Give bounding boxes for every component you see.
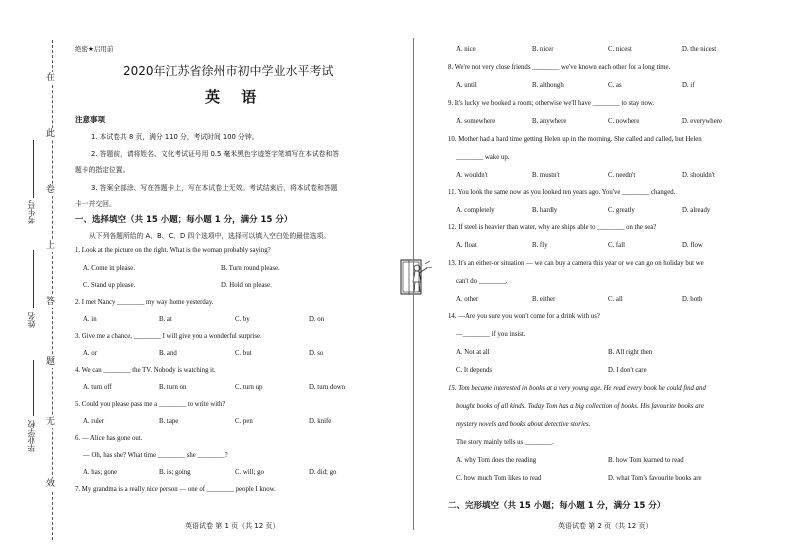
option: D. did; go <box>309 469 337 476</box>
seal-char: 在 <box>46 73 56 83</box>
option: D. knife <box>309 418 332 425</box>
question-4: 4. We can ________ the TV. Nobody is watching it. <box>75 367 216 374</box>
question-6-line-2: — Oh, has she? What time ________ she ________? <box>83 452 228 459</box>
option: C. Stand up please. <box>83 282 136 289</box>
page-divider <box>413 38 414 530</box>
option: C. by <box>235 316 250 323</box>
option: B. how Tom learned to read <box>608 457 684 464</box>
question-2: 2. I met Nancy ________ my way home yesterday. <box>75 299 214 306</box>
school-label: 毕业学校 <box>27 420 36 452</box>
question-1: 1. Look at the picture on the right. What is the woman probably saying? <box>75 247 271 254</box>
question-8: 8. We're not very close friends ________ we've known each other for a long time. <box>448 64 671 71</box>
section-1-heading: 一、选择填空（共 15 小题；每小题 1 分，满分 15 分） <box>75 215 293 225</box>
option: C. as <box>608 82 622 89</box>
seal-char: 效 <box>46 479 56 489</box>
question-15-stem: The story mainly tells us ________. <box>456 439 554 446</box>
option: A. wouldn't <box>456 172 488 179</box>
option: A. why Tom does the reading <box>456 457 537 464</box>
seal-char: 上 <box>46 241 56 251</box>
page-1-footer: 英语试卷 第 1 页（共 12 页） <box>185 522 280 530</box>
option: C. all <box>608 296 623 303</box>
option: A. turn off <box>83 384 112 391</box>
option: A. somewhere <box>456 118 496 125</box>
notes-heading: 注意事项 <box>75 115 105 124</box>
seal-char: 卷 <box>46 185 56 195</box>
question-14: 14. —Are you sure you won't come for a drink with us? <box>448 313 600 320</box>
option: B. nicer <box>532 46 554 53</box>
option: C. nicest <box>608 46 632 53</box>
option: D. if <box>682 82 695 89</box>
question-10-line-2: ________ wake up. <box>456 154 510 161</box>
exam-number-label: 考生号 <box>27 200 36 224</box>
note-line: 题卡的指定位置。 <box>75 166 130 174</box>
option: C. pen <box>235 418 253 425</box>
question-15-passage: 15. Tom became interested in books at a very young age. He read every book he could find and <box>448 385 706 392</box>
option: A. completely <box>456 207 495 214</box>
option: B. anywhere <box>532 118 567 125</box>
option: B. tape <box>159 418 179 425</box>
school-field <box>33 360 34 416</box>
question-6: 6. — Alice has gone out. <box>75 435 143 442</box>
question-5: 5. Could you please pass me a ________ to write with? <box>75 401 226 408</box>
name-label: 姓名 <box>27 312 36 328</box>
option: A. Not at all <box>456 349 490 356</box>
section-2-heading: 二、完形填空（共 15 小题；每小题 1 分，满分 15 分） <box>448 501 666 511</box>
question-13: 13. It's an either-or situation — we can buy a camera this year or we can go on holiday but we <box>448 260 704 267</box>
option: D. both <box>682 296 703 303</box>
option: B. Turn round please. <box>221 265 280 272</box>
seal-char: 无 <box>46 417 56 427</box>
subject-title: 英 语 <box>205 88 265 106</box>
option: C. turn up <box>235 384 263 391</box>
seal-line <box>52 40 53 540</box>
option: A. has; gone <box>83 469 118 476</box>
question-14-line-2: —________ if you insist. <box>456 331 526 338</box>
option: C. nowhere <box>608 118 640 125</box>
secret-mark: 绝密★启用前 <box>75 45 114 53</box>
option: C. needn't <box>608 172 636 179</box>
option: B. although <box>532 82 564 89</box>
option: D. on <box>309 316 325 323</box>
door-woman-illustration <box>395 258 437 296</box>
note-line: 卡一并交回。 <box>75 200 116 208</box>
question-12: 12. If steel is heavier than water, why are ships able to ________ on the sea? <box>448 224 657 231</box>
option: B. and <box>159 350 177 357</box>
option: A. in <box>83 316 97 323</box>
option: A. nice <box>456 46 476 53</box>
option: C. will; go <box>235 469 264 476</box>
name-field <box>33 250 34 308</box>
option: D. turn down <box>309 384 346 391</box>
question-13-line-2: can't do ________. <box>456 278 508 285</box>
page-2-footer: 英语试卷 第 2 页（共 12 页） <box>558 522 653 530</box>
option: B. fly <box>532 242 548 249</box>
option: B. mustn't <box>532 172 560 179</box>
option: A. until <box>456 82 477 89</box>
option: A. float <box>456 242 477 249</box>
seal-char: 答 <box>46 297 56 307</box>
option: B. at <box>159 316 172 323</box>
option: D. Hold on please. <box>221 282 272 289</box>
option: D. I don't care <box>608 367 647 374</box>
option: D. so <box>309 350 324 357</box>
question-7: 7. My grandma is a really nice person — one of ________ people I know. <box>75 486 276 493</box>
option: C. greatly <box>608 207 635 214</box>
option: B. turn on <box>159 384 187 391</box>
question-9: 9. It's lucky we booked a room; otherwise we'll have ________ to stay now. <box>448 100 655 107</box>
question-15-passage: mystery novels and books about detective stories. <box>456 421 591 428</box>
option: A. Come in please. <box>83 265 135 272</box>
option: D. already <box>682 207 711 214</box>
question-3: 3. Give me a chance, ________ I will give you a wonderful surprise. <box>75 333 262 340</box>
option: A. or <box>83 350 97 357</box>
option: D. everywhere <box>682 118 723 125</box>
option: B. either <box>532 296 556 303</box>
option: A. ruler <box>83 418 105 425</box>
option: C. It depends <box>456 367 493 374</box>
exam-number-field <box>33 140 34 198</box>
question-10: 10. Mother had a hard time getting Helen up in the morning. She called and called, but Helen <box>448 136 702 143</box>
option: A. other <box>456 296 479 303</box>
exam-title: 2020年江苏省徐州市初中学业水平考试 <box>123 64 334 78</box>
seal-char: 此 <box>46 129 56 139</box>
option: D. shouldn't <box>682 172 715 179</box>
option: D. flow <box>682 242 703 249</box>
option: B. All right then <box>608 349 653 356</box>
note-line: 3. 答案全部涂、写在答题卡上，写在本试卷上无效。考试结束后，将本试卷和答题 <box>91 184 338 192</box>
option: C. but <box>235 350 252 357</box>
option: B. hardly <box>532 207 558 214</box>
option: B. is; going <box>159 469 191 476</box>
option: C. fall <box>608 242 625 249</box>
option: D. the nicest <box>682 46 717 53</box>
section-1-instruction: 从下列各题所给的 A、B、C、D 四个选项中，选择可以填入空白处的最佳选项。 <box>89 232 331 240</box>
note-line: 2. 答题前，请将姓名、文化考试证号用 0.5 毫米黑色字迹签字笔填写在本试卷和答 <box>91 150 340 158</box>
question-11: 11. You look the same now as you looked ten years ago. You've ________ changed. <box>448 189 676 196</box>
option: D. what Tom's favourite books are <box>608 475 702 482</box>
note-line: 1. 本试卷共 8 页，满分 110 分，考试时间 100 分钟。 <box>91 133 259 141</box>
binding-margin <box>0 0 70 560</box>
seal-char: 题 <box>46 357 56 367</box>
question-15-passage: bought books of all kinds. Today Tom has a big collection of books. His favourite books are <box>456 403 705 410</box>
option: C. how much Tom likes to read <box>456 475 542 482</box>
